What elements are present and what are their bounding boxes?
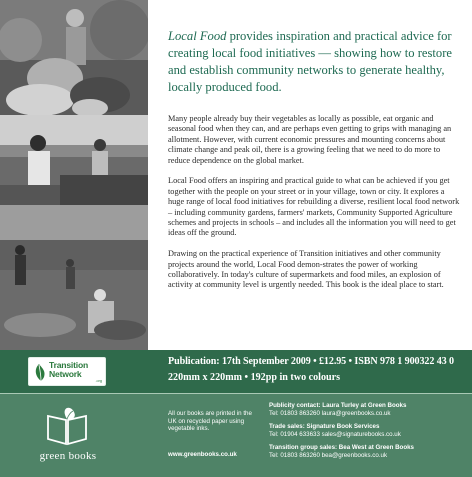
intro-brand: Local Food [168, 29, 227, 43]
photo-community-garden [0, 205, 148, 350]
transition-logo-line1: Transition [49, 360, 89, 370]
publication-details: Publication: 17th September 2009 • £12.95 • ISBN 978 1 900322 43 0 [168, 356, 455, 367]
publication-bar [0, 350, 472, 393]
body-text [168, 114, 460, 301]
green-books-name: green books [39, 450, 97, 462]
body-paragraph: Local Food offers an inspiring and practical guide to what can be achieved if you get together with the people on your street or in your village, town or city. It explores a huge range of local food initiatives for rebuilding a diverse, resilient local food network – including community gardens, farmers' markets, Community Supported Agriculture schemes and projects in schools – and includes all the information you will need to get ideas off the ground. [168, 176, 460, 238]
photo-column [0, 0, 148, 350]
contact-details: Tel: 01803 863260 bea@greenbooks.co.uk [269, 451, 388, 459]
transition-logo-line2: Network [49, 369, 82, 379]
green-books-logo [28, 406, 108, 468]
body-paragraph: Drawing on the practical experience of Transition initiatives and other community projects around the world, Local Food demon-strates the power of working collaboratively. In today's culture of supermarkets and food miles, an explosion of activity at community level is urgently needed. This book is the ideal place to start. [168, 249, 444, 290]
contact-details: Tel: 01803 863260 laura@greenbooks.co.uk [269, 409, 391, 417]
transition-logo-suffix: .org [95, 379, 102, 383]
contact-label: Publicity contact: Laura Turley at Green Books [269, 402, 407, 409]
contact-transition-sales [269, 444, 469, 459]
contact-label: Transition group sales: Bea West at Green Books [269, 444, 414, 452]
transition-network-logo [28, 357, 106, 386]
contacts-list [269, 402, 469, 466]
photo-market-stall [0, 115, 148, 205]
contact-details: Tel: 01904 633633 sales@signaturebooks.co.uk [269, 430, 401, 438]
description-panel [148, 0, 472, 350]
footer-band [0, 350, 472, 477]
open-book-icon [44, 406, 90, 446]
body-paragraph: Many people already buy their vegetables as locally as possible, eat organic and seasonal food when they can, and are perhaps even getting to grips with managing an allotment. However, with current economic pressures and mounting concerns about climate change and peak oil, there is a growing feeling that we need to do more to reduce dependence on the global market. [168, 114, 452, 165]
contact-publicity [269, 402, 469, 417]
website-link[interactable]: www.greenbooks.co.uk [168, 451, 237, 458]
transition-network-wordmark [49, 361, 105, 379]
format-details: 220mm x 220mm • 192pp in two colours [168, 372, 341, 383]
band-divider [0, 393, 472, 394]
recycled-note: All our books are printed in the UK on recycled paper using vegetable inks. [168, 410, 252, 433]
intro-text: provides inspiration and practical advice for creating local food initiatives — showing how to restore and establish community networks to generate healthy, locally produced food. [168, 29, 452, 94]
photo-child-with-vegetables [0, 0, 148, 115]
intro-blurb [168, 28, 458, 96]
contact-label: Trade sales: Signature Book Services [269, 423, 380, 431]
contact-trade-sales [269, 423, 469, 438]
leaf-icon [33, 362, 49, 382]
